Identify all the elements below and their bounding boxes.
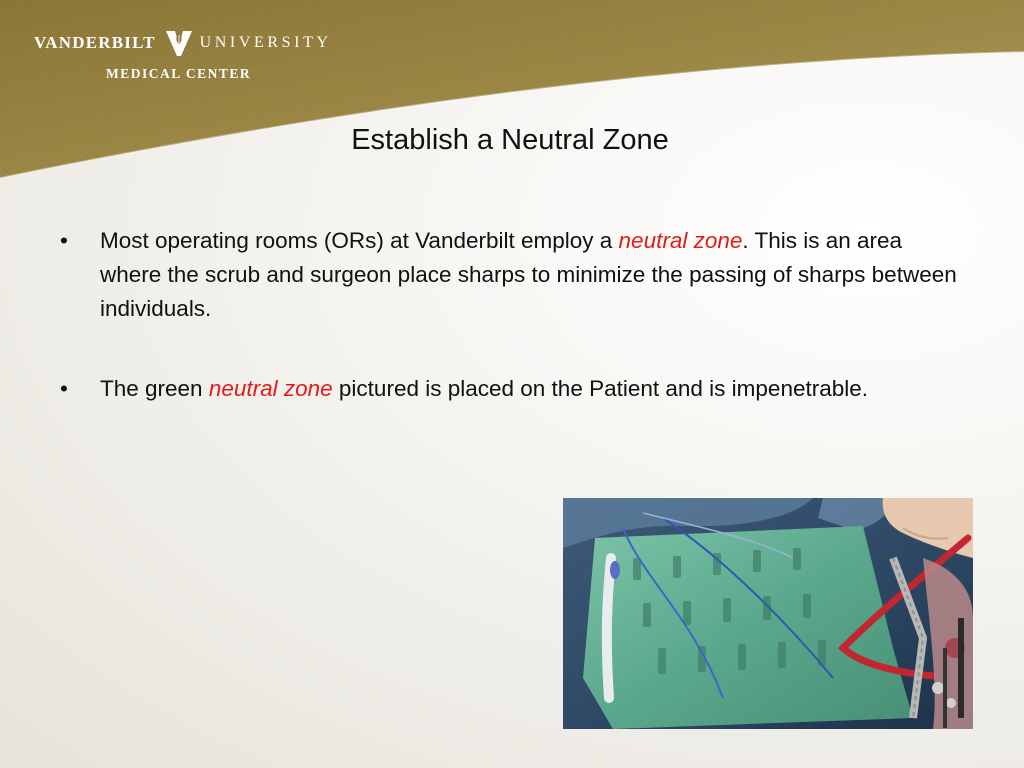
- bullet-item: [56, 372, 968, 406]
- bullet-text: . This is an area where the scrub and surgeon place sharps to minimize the passing of sharps between individuals.: [100, 228, 957, 321]
- oak-leaf-v-emblem-icon: [164, 28, 194, 58]
- logo-wordmark-university: UNIVERSITY: [199, 34, 332, 51]
- bullet-item: [56, 224, 968, 326]
- bullet-list: [56, 224, 968, 452]
- vanderbilt-logo: [34, 28, 332, 82]
- bullet-text: The green: [100, 376, 209, 401]
- bullet-emphasis: neutral zone: [618, 228, 743, 253]
- slide-title: Establish a Neutral Zone: [351, 124, 669, 156]
- bullet-text: pictured is placed on the Patient and is impenetrable.: [332, 376, 869, 401]
- logo-subtitle: MEDICAL CENTER: [106, 66, 252, 81]
- bullet-text: Most operating rooms (ORs) at Vanderbilt employ a: [100, 228, 619, 253]
- bullet-marker: •: [60, 228, 68, 253]
- bullet-emphasis: neutral zone: [208, 376, 333, 401]
- bullet-marker: •: [60, 376, 68, 401]
- surgical-neutral-zone-photo: [563, 498, 973, 729]
- logo-wordmark-vanderbilt: VANDERBILT: [34, 33, 156, 52]
